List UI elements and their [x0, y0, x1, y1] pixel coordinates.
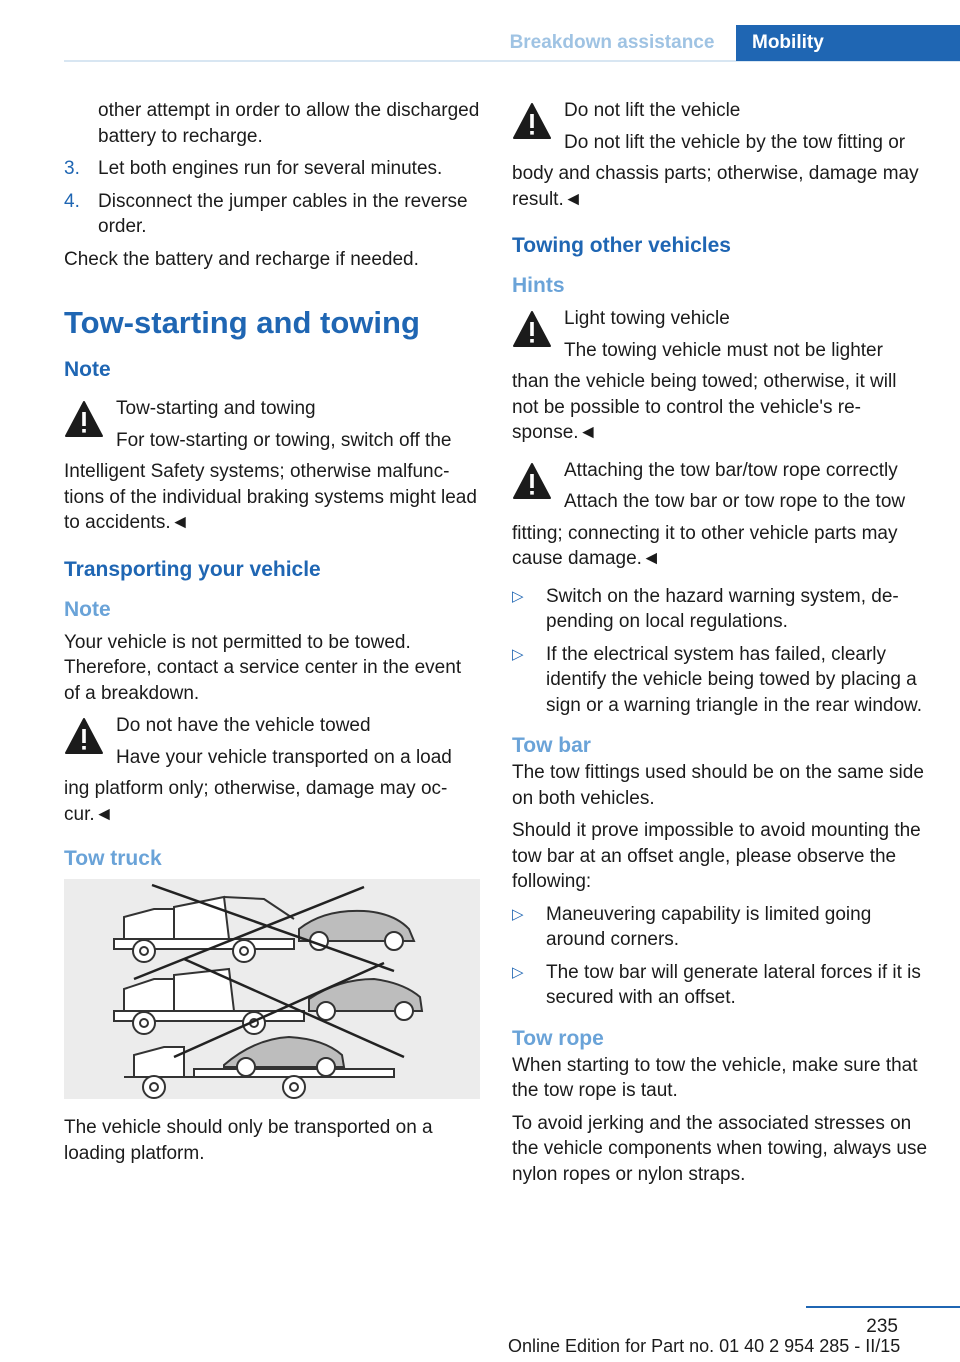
warning-title: Do not lift the vehicle	[564, 100, 741, 121]
bullet-item	[512, 584, 928, 635]
footer-edition: Online Edition for Part no. 01 40 2 954 285 - II/15	[508, 1336, 901, 1356]
warning-text-first: The towing vehicle must not be lighter	[564, 339, 883, 361]
bullet-text: Switch on the hazard warning system, depending on local regulations.	[546, 585, 899, 632]
note-heading: Note	[64, 358, 111, 381]
step-number: 4.	[64, 190, 80, 212]
note-heading: Note	[64, 597, 111, 621]
figure-caption: The vehicle should only be transported on a loading platform.	[64, 1117, 433, 1164]
bullet-text: Maneuvering capability is limited going around corners.	[546, 903, 872, 950]
header-chapter-tab: Mobility	[736, 25, 960, 61]
note-text: Your vehicle is not permitted to be towed. Therefore, contact a service center in the event of a breakdown.	[64, 631, 462, 704]
tow-rope-text: To avoid jerking and the associated stresses on the vehicle components when towing, always use nylon ropes or nylon straps.	[512, 1112, 928, 1185]
tow-bar-text: The tow fittings used should be on the same side on both vehicles.	[512, 762, 924, 809]
warning-block	[64, 713, 480, 827]
subsection-heading-tow-rope: Tow rope	[512, 1026, 604, 1050]
step-text: Disconnect the jumper cables in the reverse order.	[98, 190, 468, 237]
bullet-text: The tow bar will generate lateral forces if it is secured with an offset.	[546, 961, 921, 1008]
warning-title: Attaching the tow bar/tow rope correctly	[564, 459, 898, 481]
warning-triangle-icon	[512, 98, 564, 161]
warning-block	[512, 306, 928, 446]
bullet-triangle-icon: ▷	[512, 645, 524, 663]
warning-text-first: Attach the tow bar or tow rope to the tow	[564, 491, 906, 512]
tow-bar-text: Should it prove impossible to avoid mounting the tow bar at an offset angle, please observe the following:	[512, 820, 921, 892]
warning-triangle-icon	[512, 458, 564, 521]
tow-truck-illustration	[64, 879, 480, 1099]
right-column	[512, 98, 928, 1194]
step-item	[64, 156, 480, 182]
warning-text-rest: ing platform only; otherwise, damage may occur.◄	[64, 778, 448, 825]
tow-truck-platform-drawing	[124, 1037, 394, 1098]
warning-triangle-icon	[64, 396, 116, 459]
warning-text-rest: fitting; connecting it to other vehicle parts may cause damage.◄	[512, 522, 898, 569]
warning-block	[64, 396, 480, 536]
tow-rope-text: When starting to tow the vehicle, make sure that the tow rope is taut.	[512, 1054, 918, 1101]
header-section-title: Breakdown assistance	[509, 32, 715, 53]
warning-title: Tow-starting and towing	[116, 398, 316, 419]
warning-title: Light towing vehicle	[564, 308, 730, 329]
warning-text-rest: than the vehicle being towed; otherwise, it will not be possible to control the vehicle's response.◄	[512, 371, 897, 443]
bullet-item	[512, 642, 928, 719]
footer-rule	[806, 1306, 960, 1308]
step-number: 3.	[64, 158, 80, 179]
warning-block	[512, 458, 928, 572]
bullet-item	[512, 902, 928, 953]
bullet-text: If the electrical system has failed, clearly identify the vehicle being towed by placing a sign or a warning triangle in the rear window.	[546, 643, 922, 716]
warning-text-first: For tow-starting or towing, switch off the	[116, 429, 452, 451]
hints-heading: Hints	[512, 274, 565, 297]
step-text: Let both engines run for several minutes.	[98, 158, 443, 179]
warning-text-first: Have your vehicle transported on a load	[116, 746, 452, 768]
subsection-heading-tow-truck: Tow truck	[64, 847, 162, 870]
tow-truck-crane-drawing	[114, 897, 414, 962]
section-heading-towing-other: Towing other vehicles	[512, 234, 731, 257]
warning-triangle-icon	[512, 306, 564, 369]
section-heading-transport: Transporting your vehicle	[64, 557, 321, 581]
warning-text-first: Do not lift the vehicle by the tow fitting or	[564, 131, 906, 153]
bullet-triangle-icon: ▷	[512, 587, 524, 605]
bullet-triangle-icon: ▷	[512, 905, 524, 923]
bullet-triangle-icon: ▷	[512, 963, 524, 981]
warning-triangle-icon	[64, 713, 116, 776]
check-battery-text: Check the battery and recharge if needed.	[64, 248, 419, 270]
tow-truck-lift-drawing	[114, 969, 422, 1034]
warning-text-rest: Intelligent Safety systems; otherwise malfunctions of the individual braking systems might lead to accidents.◄	[64, 461, 477, 533]
warning-title: Do not have the vehicle towed	[116, 715, 371, 736]
page-number: 235	[866, 1316, 898, 1337]
warning-block	[512, 98, 928, 212]
step-item	[64, 189, 480, 240]
warning-text-rest: body and chassis parts; otherwise, damage may result.◄	[512, 163, 919, 210]
bullet-item	[512, 960, 928, 1011]
left-column	[64, 98, 480, 1173]
subsection-heading-tow-bar: Tow bar	[512, 734, 591, 757]
section-heading-tow-starting: Tow-starting and towing	[64, 305, 420, 340]
continued-step-text: other attempt in order to allow the discharged battery to recharge.	[98, 100, 480, 147]
